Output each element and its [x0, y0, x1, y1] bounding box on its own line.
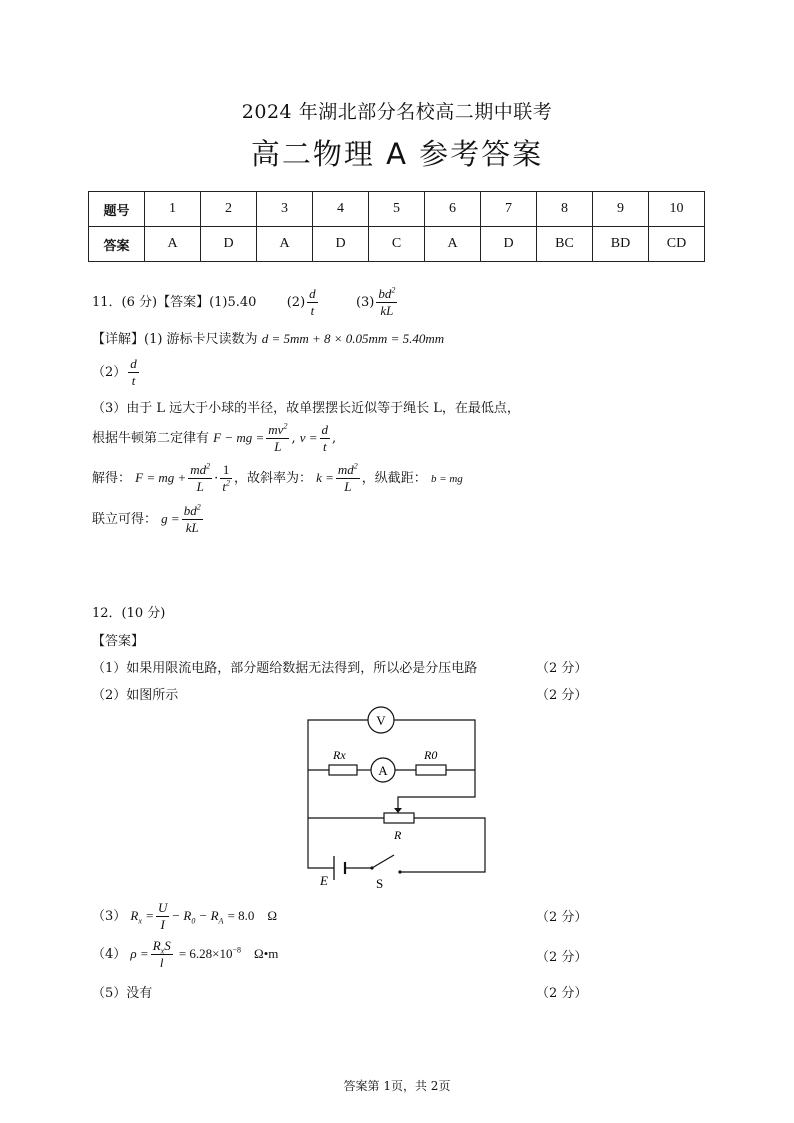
q12-item-1: （1）如果用限流电路，部分题给数据无法得到，所以必是分压电路: [92, 661, 478, 676]
q12-score-4: （2 分）: [536, 950, 588, 965]
q11-combine-line: 联立可得： g = $\frac{bd^2}{kL}$: [92, 502, 201, 535]
q11-detail-formula: d = 5mm + 8 × 0.05mm = 5.40mm: [261, 331, 445, 346]
fraction-d-over-t: $\frac{d}{t}$: [309, 286, 316, 318]
fraction-u-over-i: $\frac{U}{I}$: [157, 900, 168, 932]
q12-score-1: （2 分）: [536, 661, 588, 676]
q12-item-4-result: = 6.28×10: [178, 946, 233, 961]
q12-answer-label: 【答案】: [92, 634, 145, 649]
r-label: R: [394, 828, 402, 842]
switch-contact-icon: [370, 866, 373, 869]
fraction-md2-over-l: $\frac{md^2}{L}$: [337, 461, 358, 494]
q11-detail-line: [92, 328, 444, 347]
q12-heading: 12．(10 分): [92, 606, 166, 621]
answer-cell: CD: [649, 227, 705, 262]
fraction-d-over-t: $\frac{d}{t}$: [321, 422, 329, 454]
r0-label: R0: [424, 748, 438, 762]
q11-solve-label: 解得：: [92, 471, 132, 486]
question-number: 8: [537, 192, 593, 227]
q12-item-3-result: = 8.0 Ω: [227, 908, 278, 923]
slider-arrow-icon: [394, 808, 402, 813]
answer-table: [88, 191, 705, 262]
page-footer: 答案第 1页，共 2页: [343, 1079, 451, 1093]
s-label: S: [376, 876, 384, 891]
answer-cell: A: [257, 227, 313, 262]
q11-part3-label: (3): [355, 295, 375, 310]
voltmeter-label: V: [376, 713, 386, 728]
q11-intercept-text: ，纵截距：: [361, 471, 427, 486]
q11-part3-text: （3）由于 L 远大于小球的半径，故单摆摆长近似等于绳长 L，在最低点，: [92, 401, 520, 416]
row-label-answer: 答案: [89, 227, 145, 262]
fraction-bd2-over-kl: $\frac{bd^2}{kL}$: [378, 285, 396, 318]
q11-heading: 11．(6 分)【答案】(1)5.40: [92, 295, 257, 310]
answer-cell: D: [201, 227, 257, 262]
answer-cell: C: [369, 227, 425, 262]
q11-part2-line: [92, 356, 141, 389]
answer-cell: D: [313, 227, 369, 262]
q11-detail-label: 【详解】(1) 游标卡尺读数为: [92, 332, 258, 347]
q12-score-5: （2 分）: [536, 986, 588, 1001]
resistor-r0-icon: [416, 765, 446, 775]
fraction-bd2-over-kl: $\frac{bd^2}{kL}$: [183, 502, 201, 535]
q11-newton-line: 根据牛顿第二定律有 F − mg = $\frac{mv^2}{L}$ , v = $\frac{d}{t}$ ,: [92, 421, 337, 454]
table-row: [89, 227, 705, 262]
q11-part2-label: (2): [286, 295, 306, 310]
q12-item-4-exp: −8: [232, 945, 242, 955]
q12-item-4: （4） ρ = $\frac{R_xS}{l}$ = $6.28\times 10^{-8}$ Ω•m: [92, 938, 279, 970]
question-number: 10: [649, 192, 705, 227]
switch-blade: [372, 855, 394, 868]
rx-label: Rx: [333, 748, 346, 762]
e-label: E: [320, 873, 328, 888]
q11-slope-text: ，故斜率为：: [233, 471, 312, 486]
answer-cell: D: [481, 227, 537, 262]
question-number: 2: [201, 192, 257, 227]
fraction-d-over-t: $\frac{d}{t}$: [130, 356, 137, 388]
answer-cell: BD: [593, 227, 649, 262]
q12-item-4-label: （4）: [92, 947, 127, 962]
question-number: 4: [313, 192, 369, 227]
q12-score-3: （2 分）: [536, 910, 588, 925]
question-number: 6: [425, 192, 481, 227]
answer-cell: A: [145, 227, 201, 262]
fraction-rxs-over-l: $\frac{R_xS}{l}$: [152, 938, 171, 970]
ammeter-label: A: [378, 763, 388, 778]
question-number: 1: [145, 192, 201, 227]
q11-intercept-formula: b = mg: [430, 473, 463, 485]
question-number: 7: [481, 192, 537, 227]
answer-cell: A: [425, 227, 481, 262]
q12-item-3: （3） $R_x$ = $\frac{U}{I}$ − $R_0 - R_A = 8.0$ Ω: [92, 900, 278, 932]
q12-item-4-unit: Ω•m: [241, 946, 279, 961]
row-label-number: 题号: [89, 192, 145, 227]
resistor-rx-icon: [329, 765, 357, 775]
exam-title: 2024 年湖北部分名校高二期中联考: [241, 101, 553, 123]
question-number: 5: [369, 192, 425, 227]
switch-contact-icon: [398, 870, 401, 873]
wire: [394, 720, 475, 770]
wire: [308, 818, 334, 868]
q11-p2-label: （2）: [92, 365, 127, 380]
wire: [400, 818, 485, 872]
table-row: [89, 192, 705, 227]
q11-newton-text: 根据牛顿第二定律有: [92, 431, 210, 446]
question-number: 9: [593, 192, 649, 227]
q12-item-3-label: （3）: [92, 909, 127, 924]
q11-solve-line: 解得： F = mg + $\frac{md^2}{L}$ · $\frac{1}{t^2}$ ，故斜率为： k = $\frac{md^2}{L}$ ，纵截距： b = mg: [92, 461, 463, 494]
main-title: 高二物理 A 参考答案: [250, 137, 544, 171]
question-number: 3: [257, 192, 313, 227]
wire: [398, 770, 475, 808]
q12-item-2: （2）如图所示: [92, 688, 179, 703]
q11-combine-label: 联立可得：: [92, 512, 158, 527]
circuit-diagram: [290, 700, 500, 895]
answer-cell: BC: [537, 227, 593, 262]
q11-answer-line: [92, 286, 399, 319]
q12-score-2: （2 分）: [536, 688, 588, 703]
fraction-1-over-t2: $\frac{1}{t^2}$: [222, 462, 230, 494]
fraction-md2-over-l: $\frac{md^2}{L}$: [190, 461, 211, 494]
q12-item-5: （5）没有: [92, 986, 153, 1001]
fraction-mv2-over-l: $\frac{mv^2}{L}$: [268, 421, 288, 454]
rheostat-icon: [384, 813, 414, 823]
